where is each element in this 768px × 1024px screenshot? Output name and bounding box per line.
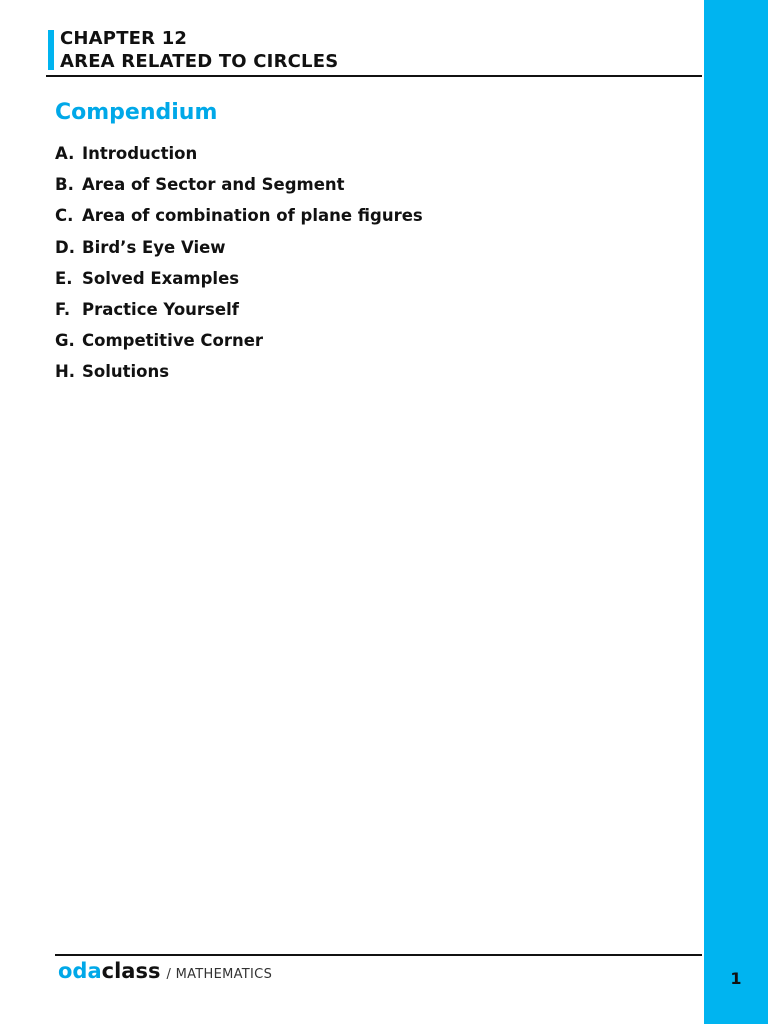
contents-item-label: Practice Yourself bbox=[82, 300, 239, 320]
chapter-accent-bar bbox=[48, 30, 54, 70]
contents-item-practice-yourself bbox=[55, 294, 423, 325]
contents-list bbox=[55, 138, 423, 388]
footer-subject: / MATHEMATICS bbox=[166, 967, 273, 982]
contents-item-marker: H. bbox=[55, 362, 76, 382]
contents-item-marker: E. bbox=[55, 268, 73, 288]
contents-item-competitive-corner bbox=[55, 325, 423, 356]
contents-item-introduction bbox=[55, 138, 423, 169]
contents-item-label: Solutions bbox=[82, 362, 170, 382]
contents-item-sector-segment bbox=[55, 169, 423, 200]
contents-item-solutions bbox=[55, 356, 423, 387]
footer-divider bbox=[55, 954, 702, 956]
chapter-label: CHAPTER 12 bbox=[60, 28, 188, 49]
contents-item-marker: D. bbox=[55, 237, 75, 257]
contents-item-marker: A. bbox=[55, 144, 75, 164]
contents-item-combination-figures bbox=[55, 200, 423, 231]
section-heading: Compendium bbox=[55, 100, 218, 125]
contents-item-marker: F. bbox=[55, 300, 71, 320]
contents-item-marker: C. bbox=[55, 206, 74, 226]
contents-item-label: Solved Examples bbox=[82, 268, 240, 288]
contents-item-marker: B. bbox=[55, 175, 74, 195]
page-number: 1 bbox=[730, 969, 742, 988]
contents-item-marker: G. bbox=[55, 331, 75, 351]
brand-logo-class: class bbox=[101, 959, 161, 983]
brand-logo-oda: oda bbox=[58, 959, 102, 983]
contents-item-label: Competitive Corner bbox=[82, 331, 264, 351]
contents-item-label: Bird’s Eye View bbox=[82, 237, 226, 257]
contents-item-label: Area of Sector and Segment bbox=[82, 175, 345, 195]
header-divider bbox=[46, 75, 702, 77]
footer-brand bbox=[58, 957, 272, 989]
contents-item-solved-examples bbox=[55, 263, 423, 294]
chapter-title: AREA RELATED TO CIRCLES bbox=[60, 51, 339, 72]
contents-item-label: Area of combination of plane figures bbox=[82, 206, 423, 226]
contents-item-birds-eye-view bbox=[55, 232, 423, 263]
side-color-stripe bbox=[704, 0, 768, 1024]
contents-item-label: Introduction bbox=[82, 144, 198, 164]
